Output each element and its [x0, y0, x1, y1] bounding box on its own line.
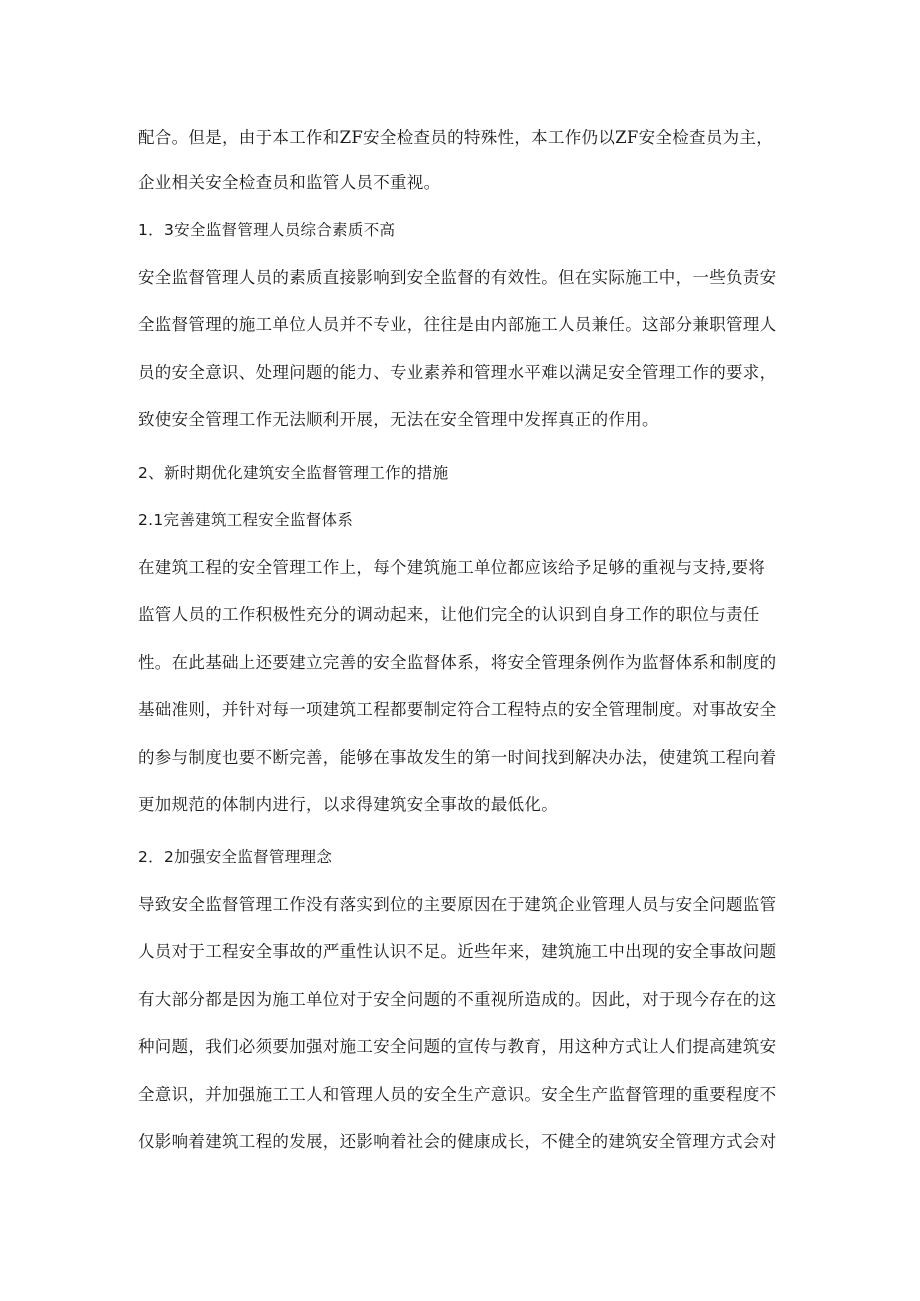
paragraph-line: 导致安全监督管理工作没有落实到位的主要原因在于建筑企业管理人员与安全问题监管 — [138, 895, 777, 914]
paragraph-line: 性。在此基础上还要建立完善的安全监督体系，将安全管理条例作为监督体系和制度的 — [138, 653, 777, 672]
paragraph-line: 全监督管理的施工单位人员并不专业，往往是由内部施工人员兼任。这部分兼职管理人 — [138, 315, 777, 334]
paragraph-line: 致使安全管理工作无法顺利开展，无法在安全管理中发挥真正的作用。 — [138, 410, 659, 429]
paragraph-line: 在建筑工程的安全管理工作上，每个建筑施工单位都应该给予足够的重视与支持,要将 — [138, 558, 766, 577]
section-heading: 2．2加强安全监督管理理念 — [138, 848, 333, 866]
paragraph-line: 员的安全意识、处理问题的能力、专业素养和管理水平难以满足安全管理工作的要求， — [138, 363, 777, 382]
paragraph-line: 安全监督管理人员的素质直接影响到安全监督的有效性。但在实际施工中，一些负责安 — [138, 268, 777, 287]
section-heading: 1．3安全监督管理人员综合素质不高 — [138, 221, 396, 239]
section-heading: 2.1完善建筑工程安全监督体系 — [138, 511, 354, 529]
paragraph-line: 监管人员的工作积极性充分的调动起来，让他们完全的认识到自身工作的职位与责任 — [138, 605, 760, 624]
paragraph-line: 有大部分都是因为施工单位对于安全问题的不重视所造成的。因此，对于现今存在的这 — [138, 990, 777, 1009]
paragraph-line: 人员对于工程安全事故的严重性认识不足。近些年来，建筑施工中出现的安全事故问题 — [138, 942, 777, 961]
paragraph-line: 企业相关安全检查员和监管人员不重视。 — [138, 173, 441, 192]
paragraph-line: 种问题，我们必须要加强对施工安全问题的宣传与教育，用这种方式让人们提高建筑安 — [138, 1037, 777, 1056]
paragraph-line: 基础准则，并针对每一项建筑工程都要制定符合工程特点的安全管理制度。对事故安全 — [138, 700, 777, 719]
paragraph-line: 配合。但是，由于本工作和ZF安全检查员的特殊性，本工作仍以ZF安全检查员为主， — [138, 128, 774, 147]
paragraph-line: 更加规范的体制内进行，以求得建筑安全事故的最低化。 — [138, 795, 558, 814]
paragraph-line: 的参与制度也要不断完善，能够在事故发生的第一时间找到解决办法，使建筑工程向着 — [138, 748, 777, 767]
paragraph-line: 全意识，并加强施工工人和管理人员的安全生产意识。安全生产监督管理的重要程度不 — [138, 1085, 777, 1104]
section-heading: 2、新时期优化建筑安全监督管理工作的措施 — [138, 464, 449, 482]
paragraph-line: 仅影响着建筑工程的发展，还影响着社会的健康成长，不健全的建筑安全管理方式会对 — [138, 1132, 777, 1151]
